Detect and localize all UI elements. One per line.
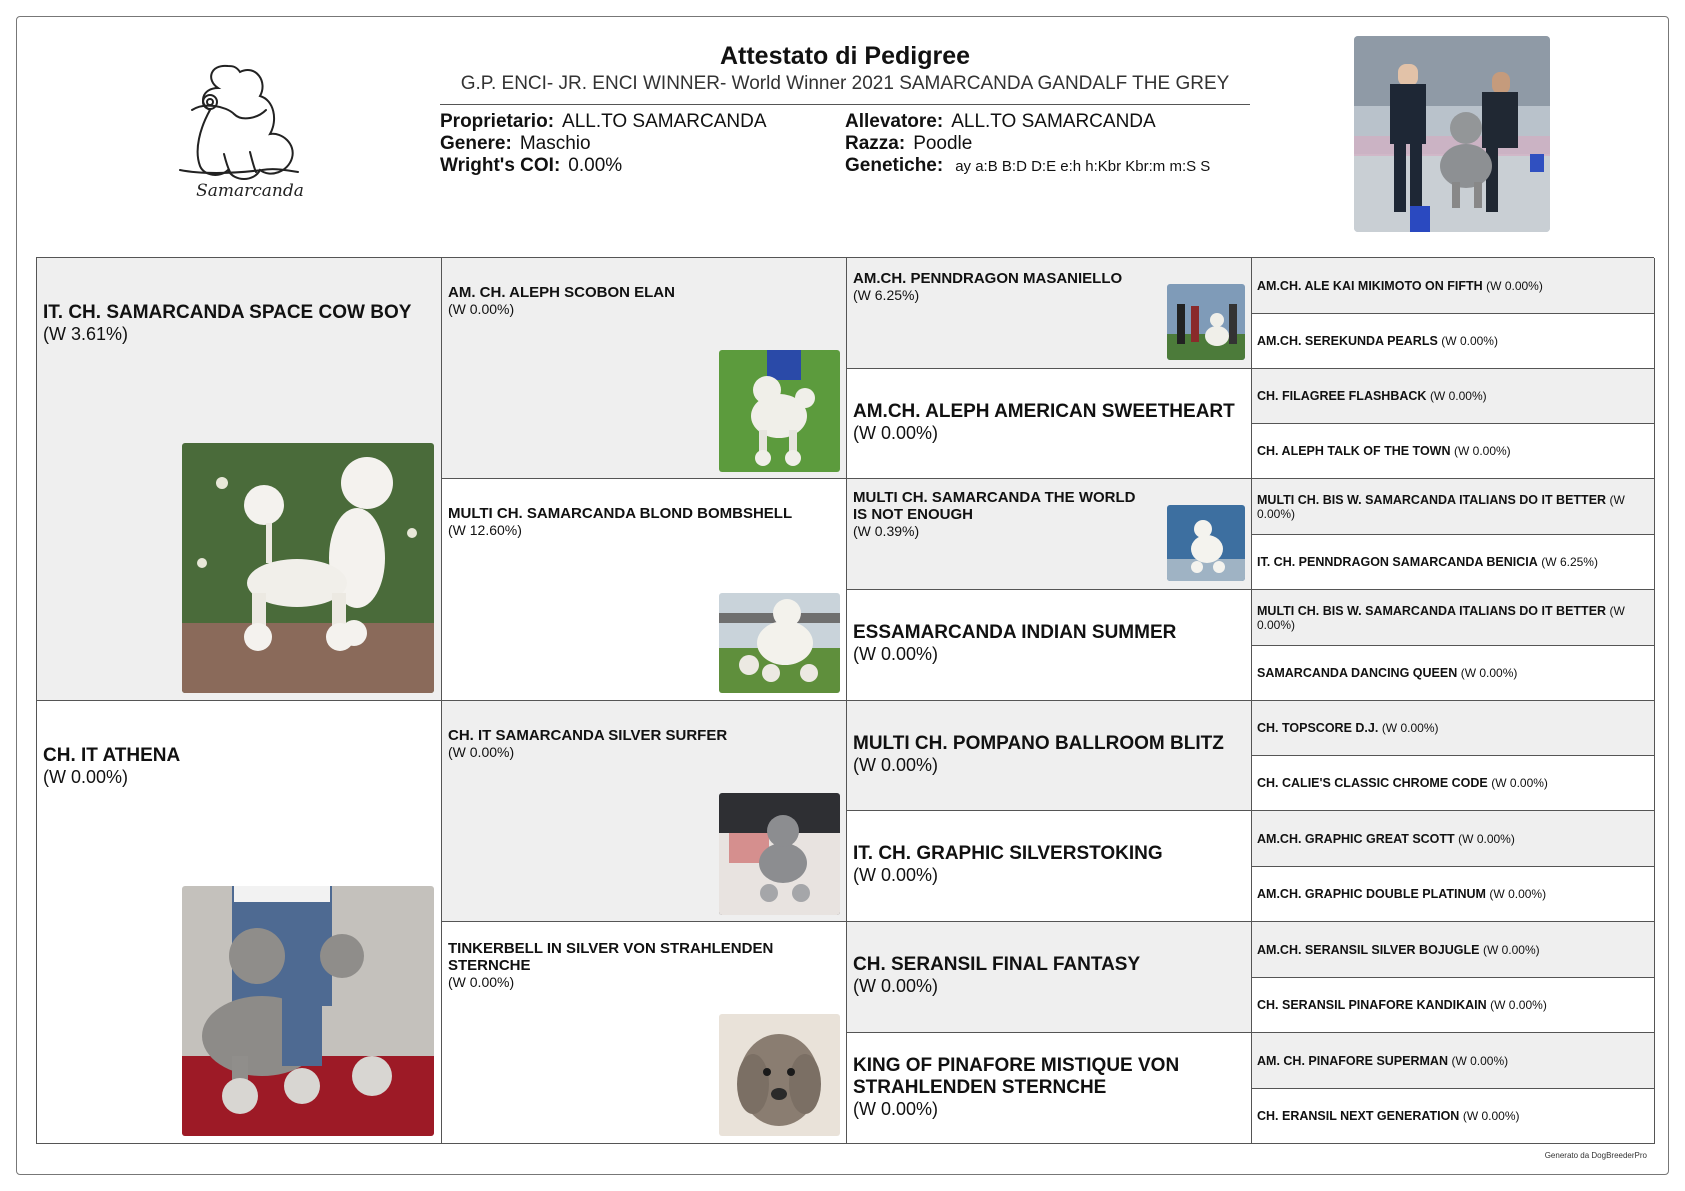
breed-label: Razza:: [845, 133, 906, 154]
g3-coi-8: (W 0.00%): [853, 1099, 939, 1119]
dam-sire-coi: (W 0.00%): [448, 744, 515, 760]
g4-cell-14[interactable]: [1252, 978, 1655, 1033]
g3-name-8: KING OF PINAFORE MISTIQUE VON STRAHLENDEN STERNCHE: [853, 1055, 1180, 1098]
g3-coi-4: (W 0.00%): [853, 644, 939, 664]
pedigree-grid: [36, 257, 1654, 1144]
g4-coi-10: (W 0.00%): [1491, 776, 1548, 790]
g4-name-5: MULTI CH. BIS W. SAMARCANDA ITALIANS DO IT BETTER: [1257, 492, 1607, 507]
breeder-value: ALL.TO SAMARCANDA: [951, 111, 1156, 132]
g4-name-14: CH. SERANSIL PINAFORE KANDIKAIN: [1257, 998, 1487, 1012]
g4-name-13: AM.CH. SERANSIL SILVER BOJUGLE: [1257, 942, 1480, 957]
breeder-row: [845, 111, 1156, 133]
g4-cell-1[interactable]: [1252, 258, 1655, 314]
g4-name-8: SAMARCANDA DANCING QUEEN: [1257, 666, 1458, 680]
g3-cell-2[interactable]: [847, 369, 1252, 479]
g3-photo-1: [1167, 284, 1245, 360]
g3-name-3: MULTI CH. SAMARCANDA THE WORLD IS NOT ENOUGH: [853, 489, 1136, 523]
svg-text:Samarcanda: Samarcanda: [196, 181, 304, 201]
g3-name-1: AM.CH. PENNDRAGON MASANIELLO: [853, 270, 1123, 287]
g3-coi-3: (W 0.39%): [853, 523, 920, 539]
g3-coi-2: (W 0.00%): [853, 423, 939, 443]
g3-cell-5[interactable]: [847, 701, 1252, 811]
coi-label: Wright's COI:: [440, 155, 561, 176]
g3-name-4: ESSAMARCANDA INDIAN SUMMER: [853, 622, 1177, 643]
g4-cell-10[interactable]: [1252, 756, 1655, 811]
breeder-label: Allevatore:: [845, 111, 944, 132]
g4-coi-15: (W 0.00%): [1451, 1053, 1509, 1068]
genetics-value: ay a:B B:D D:E e:h h:Kbr Kbr:m m:S S: [955, 158, 1211, 175]
dam-dam-coi: (W 0.00%): [448, 974, 515, 990]
g4-cell-2[interactable]: [1252, 314, 1655, 369]
g3-name-5: MULTI CH. POMPANO BALLROOM BLITZ: [853, 733, 1224, 754]
genetics-row: [845, 155, 1210, 178]
gender-value: Maschio: [519, 133, 591, 154]
g3-name-2: AM.CH. ALEPH AMERICAN SWEETHEART: [853, 401, 1235, 422]
g4-coi-7: (W 0.00%): [1257, 603, 1625, 632]
genetics-label: Genetiche:: [845, 155, 944, 176]
g4-coi-2: (W 0.00%): [1441, 334, 1498, 348]
owner-row: [440, 111, 767, 133]
g4-name-11: AM.CH. GRAPHIC GREAT SCOTT: [1257, 831, 1455, 846]
header-divider: [440, 104, 1250, 105]
dam-sire-cell[interactable]: [442, 701, 847, 922]
dog-subtitle: G.P. ENCI- JR. ENCI WINNER- World Winner 2021 SAMARCANDA GANDALF THE GREY: [460, 73, 1230, 94]
g4-cell-7[interactable]: [1252, 590, 1655, 646]
sire-photo: [182, 443, 434, 693]
g4-coi-1: (W 0.00%): [1486, 278, 1543, 293]
dam-name: CH. IT ATHENA: [43, 745, 181, 766]
g4-name-3: CH. FILAGREE FLASHBACK: [1257, 389, 1427, 403]
footer-credit: Generato da DogBreederPro: [1544, 1151, 1647, 1160]
dam-cell[interactable]: [37, 701, 442, 1144]
g3-cell-1[interactable]: [847, 258, 1252, 369]
g3-name-7: CH. SERANSIL FINAL FANTASY: [853, 954, 1141, 975]
sire-coi: (W 3.61%): [43, 324, 129, 344]
sire-sire-cell[interactable]: [442, 258, 847, 479]
g4-coi-11: (W 0.00%): [1458, 831, 1515, 846]
g3-name-6: IT. CH. GRAPHIC SILVERSTOKING: [853, 843, 1163, 864]
g3-cell-4[interactable]: [847, 590, 1252, 701]
g3-cell-3[interactable]: [847, 479, 1252, 590]
g3-coi-5: (W 0.00%): [853, 755, 939, 775]
sire-cell[interactable]: [37, 258, 442, 701]
g4-name-16: CH. ERANSIL NEXT GENERATION: [1257, 1109, 1460, 1123]
g4-coi-14: (W 0.00%): [1490, 998, 1547, 1012]
sire-dam-coi: (W 12.60%): [448, 522, 522, 538]
dam-photo: [182, 886, 434, 1136]
sire-sire-coi: (W 0.00%): [448, 301, 515, 317]
coi-value: 0.00%: [568, 155, 623, 176]
g4-coi-6: (W 6.25%): [1541, 555, 1598, 569]
sire-sire-photo: [719, 350, 840, 472]
breed-value: Poodle: [913, 133, 973, 154]
sire-sire-name: AM. CH. ALEPH SCOBON ELAN: [448, 284, 675, 301]
g4-name-1: AM.CH. ALE KAI MIKIMOTO ON FIFTH: [1257, 278, 1483, 293]
gender-row: [440, 133, 591, 155]
g4-coi-13: (W 0.00%): [1482, 942, 1540, 957]
g4-cell-8[interactable]: [1252, 646, 1655, 701]
show-win-photo: [1354, 36, 1550, 232]
g4-cell-3[interactable]: [1252, 369, 1655, 424]
dam-dam-cell[interactable]: [442, 922, 847, 1144]
g4-coi-3: (W 0.00%): [1429, 389, 1487, 403]
g3-coi-1: (W 6.25%): [853, 287, 920, 303]
g4-cell-9[interactable]: [1252, 701, 1655, 756]
g4-name-2: AM.CH. SEREKUNDA PEARLS: [1257, 334, 1438, 348]
g4-coi-16: (W 0.00%): [1462, 1109, 1520, 1123]
g4-cell-4[interactable]: [1252, 424, 1655, 479]
g4-name-12: AM.CH. GRAPHIC DOUBLE PLATINUM: [1257, 887, 1486, 901]
g3-coi-6: (W 0.00%): [853, 865, 939, 885]
g4-name-6: IT. CH. PENNDRAGON SAMARCANDA BENICIA: [1257, 555, 1538, 569]
g4-coi-5: (W 0.00%): [1257, 492, 1625, 521]
g3-cell-6[interactable]: [847, 811, 1252, 922]
owner-label: Proprietario:: [440, 111, 555, 132]
sire-dam-photo: [719, 593, 840, 693]
g4-coi-8: (W 0.00%): [1460, 666, 1518, 680]
g4-coi-4: (W 0.00%): [1454, 444, 1511, 458]
g4-name-10: CH. CALIE'S CLASSIC CHROME CODE: [1257, 776, 1488, 790]
g4-name-9: CH. TOPSCORE D.J.: [1257, 721, 1379, 735]
samarcanda-logo: [170, 58, 320, 208]
g3-cell-8[interactable]: [847, 1033, 1252, 1144]
dam-sire-photo: [719, 793, 840, 915]
g4-cell-6[interactable]: [1252, 535, 1655, 590]
g4-cell-13[interactable]: [1252, 922, 1655, 978]
g4-coi-9: (W 0.00%): [1381, 721, 1439, 735]
gender-label: Genere:: [440, 133, 512, 154]
g4-cell-11[interactable]: [1252, 811, 1655, 867]
dam-sire-name: CH. IT SAMARCANDA SILVER SURFER: [448, 727, 728, 744]
g4-cell-5[interactable]: [1252, 479, 1655, 535]
owner-value: ALL.TO SAMARCANDA: [562, 111, 767, 132]
dam-dam-photo: [719, 1014, 840, 1136]
g4-cell-15[interactable]: [1252, 1033, 1655, 1089]
g4-name-7: MULTI CH. BIS W. SAMARCANDA ITALIANS DO IT BETTER: [1257, 603, 1607, 618]
page-title: Attestato di Pedigree: [719, 42, 971, 70]
g4-cell-16[interactable]: [1252, 1089, 1655, 1144]
g4-name-4: CH. ALEPH TALK OF THE TOWN: [1257, 444, 1451, 458]
sire-dam-cell[interactable]: [442, 479, 847, 701]
dam-coi: (W 0.00%): [43, 767, 129, 787]
coi-row: [440, 155, 622, 177]
sire-name: IT. CH. SAMARCANDA SPACE COW BOY: [43, 302, 412, 323]
sire-dam-name: MULTI CH. SAMARCANDA BLOND BOMBSHELL: [448, 505, 793, 522]
g4-name-15: AM. CH. PINAFORE SUPERMAN: [1257, 1053, 1448, 1068]
g4-coi-12: (W 0.00%): [1489, 887, 1547, 901]
g3-coi-7: (W 0.00%): [853, 976, 939, 996]
g3-cell-7[interactable]: [847, 922, 1252, 1033]
g3-photo-3: [1167, 505, 1245, 581]
breed-row: [845, 133, 972, 155]
g4-cell-12[interactable]: [1252, 867, 1655, 922]
dam-dam-name: TINKERBELL IN SILVER VON STRAHLENDEN STERNCHE: [448, 940, 774, 974]
